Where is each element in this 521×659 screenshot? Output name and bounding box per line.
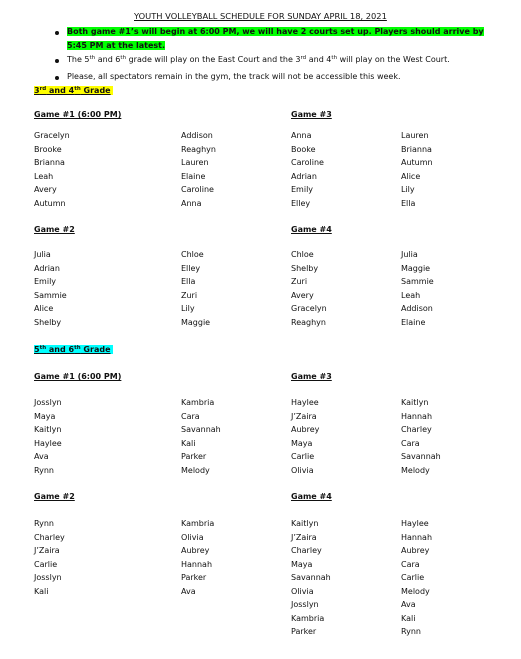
player-name: Kaitlyn (34, 425, 62, 434)
player-name: Hannah (401, 411, 433, 421)
notice-arrival (67, 41, 165, 51)
player-name: Booke (291, 144, 316, 154)
ordinal-suffix: th (120, 55, 127, 61)
team-list-right (181, 396, 221, 477)
team-list-left (291, 248, 327, 329)
game-heading: Game #1 (6:00 PM) (34, 372, 122, 381)
notice-start-time (67, 27, 484, 37)
player-name: Haylee (401, 519, 429, 528)
page-title: YOUTH VOLLEYBALL SCHEDULE FOR SUNDAY APRIL 18, 2021 (134, 11, 387, 21)
player-name: Ava (401, 600, 416, 609)
player-name: Reaghyn (291, 317, 326, 327)
player-name: Haylee (291, 398, 319, 407)
bullet-marker (55, 31, 59, 35)
player-name: Kali (181, 438, 196, 448)
player-name: Alice (34, 304, 54, 313)
player-name: J’Zaira (34, 546, 60, 555)
player-name: Maya (34, 411, 56, 421)
player-name: Maggie (181, 317, 211, 327)
text: The 5 (67, 55, 90, 64)
player-name: Avery (291, 290, 314, 300)
player-name: Leah (401, 290, 421, 300)
player-name: Brooke (34, 144, 62, 154)
player-name: Shelby (34, 317, 62, 327)
player-name: Aubrey (401, 546, 430, 555)
player-name: Addison (181, 131, 213, 140)
text: and 6 (46, 345, 75, 354)
player-name: Parker (181, 573, 207, 582)
team-list-right (401, 129, 433, 210)
player-name: Elley (181, 263, 201, 273)
player-name: Josslyn (34, 398, 62, 407)
player-name: Kali (401, 613, 416, 623)
player-name: J’Zaira (291, 532, 317, 542)
notice-start-time-line1: Both game #1’s will begin at 6:00 PM, we will have 2 courts set up. Players should arrive by (67, 27, 484, 36)
player-name: Caroline (291, 158, 324, 167)
player-name: Ella (401, 198, 416, 208)
ordinal-suffix: th (74, 86, 81, 92)
player-name: Cara (401, 438, 420, 448)
text: Grade (80, 86, 111, 95)
team-list-right (181, 129, 216, 210)
player-name: Autumn (34, 198, 66, 208)
player-name: Brianna (401, 144, 432, 154)
notice-spectators: Please, all spectators remain in the gym, the track will not be accessible this week. (67, 72, 401, 81)
section-heading-5th-6th (34, 345, 113, 355)
player-name: Shelby (291, 263, 319, 273)
player-name: Kambria (181, 398, 215, 407)
player-name: Parker (181, 452, 207, 461)
player-name: Maggie (401, 263, 431, 273)
text: 5 (34, 345, 40, 354)
player-name: Melody (181, 465, 210, 475)
player-name: Aubrey (181, 546, 210, 555)
bullet-marker (55, 59, 59, 63)
player-name: Elaine (401, 317, 426, 327)
team-list-right (401, 248, 434, 329)
player-name: Josslyn (34, 573, 62, 582)
team-list-left (34, 396, 62, 477)
team-list-left (291, 129, 324, 210)
player-name: Addison (401, 304, 433, 313)
grade-label (34, 345, 113, 354)
player-name: Melody (401, 586, 430, 596)
player-name: Carlie (34, 559, 58, 569)
player-name: Leah (34, 171, 54, 181)
team-list-right (401, 517, 432, 639)
ordinal-suffix: th (74, 345, 81, 351)
player-name: Adrian (291, 171, 317, 181)
player-name: Cara (401, 559, 420, 569)
player-name: Hannah (181, 559, 213, 569)
ordinal-suffix: th (39, 345, 47, 351)
player-name: Brianna (34, 158, 65, 167)
player-name: Ava (34, 452, 49, 461)
player-name: Anna (181, 198, 202, 208)
player-name: Parker (291, 627, 317, 636)
player-name: Aubrey (291, 425, 320, 434)
player-name: Emily (291, 185, 314, 194)
player-name: Sammie (34, 290, 67, 300)
grade-label (34, 86, 113, 95)
game-heading: Game #3 (291, 110, 332, 119)
player-name: Lily (181, 304, 195, 313)
player-name: Gracelyn (34, 131, 70, 140)
player-name: Kaitlyn (401, 398, 429, 407)
player-name: Julia (401, 250, 418, 259)
player-name: Alice (401, 171, 421, 181)
player-name: Kambria (181, 519, 215, 528)
player-name: Caroline (181, 185, 214, 194)
player-name: Cara (181, 411, 200, 421)
player-name: Lily (401, 185, 415, 194)
player-name: Julia (34, 250, 51, 259)
player-name: Rynn (34, 519, 54, 528)
player-name: Josslyn (291, 600, 319, 609)
player-name: Maya (291, 559, 313, 569)
player-name: Charley (291, 546, 322, 555)
team-list-right (181, 517, 214, 598)
ordinal-suffix: th (89, 55, 96, 61)
team-list-left (34, 248, 67, 329)
player-name: Autumn (401, 158, 433, 167)
player-name: Hannah (401, 532, 433, 542)
player-name: Lauren (401, 131, 429, 140)
player-name: Charley (401, 425, 432, 434)
player-name: Reaghyn (181, 144, 216, 154)
player-name: Olivia (181, 532, 204, 542)
ordinal-suffix: th (331, 55, 338, 61)
bullet-marker (55, 76, 59, 80)
team-list-right (401, 396, 441, 477)
player-name: Savannah (181, 425, 221, 434)
player-name: Savannah (401, 452, 441, 461)
team-list-left (34, 517, 65, 598)
player-name: Olivia (291, 586, 314, 596)
text: grade will play on the East Court and the 3 (126, 55, 301, 64)
text: and 6 (95, 55, 121, 64)
game-heading: Game #2 (34, 492, 75, 501)
player-name: Rynn (401, 627, 421, 636)
game-heading: Game #2 (34, 225, 75, 234)
player-name: Adrian (34, 263, 60, 273)
player-name: Savannah (291, 573, 331, 582)
player-name: Gracelyn (291, 304, 327, 313)
player-name: Maya (291, 438, 313, 448)
team-list-left (291, 396, 319, 477)
player-name: Ava (181, 586, 196, 596)
ordinal-suffix: rd (300, 55, 307, 61)
section-heading-3rd-4th (34, 86, 113, 96)
game-heading: Game #4 (291, 492, 332, 501)
player-name: Kaitlyn (291, 519, 319, 528)
player-name: Elaine (181, 171, 206, 181)
text: and 4 (46, 86, 75, 95)
player-name: Emily (34, 277, 57, 286)
player-name: Haylee (34, 438, 62, 448)
team-list-left (291, 517, 331, 639)
player-name: Ella (181, 277, 196, 286)
player-name: Rynn (34, 465, 54, 475)
player-name: Carlie (401, 573, 425, 582)
player-name: Charley (34, 532, 65, 542)
team-list-left (34, 129, 70, 210)
player-name: Avery (34, 185, 57, 194)
team-list-right (181, 248, 210, 329)
player-name: Carlie (291, 452, 315, 461)
player-name: Anna (291, 131, 312, 140)
player-name: Zuri (291, 277, 308, 286)
text: 3 (34, 86, 40, 95)
player-name: Elley (291, 198, 311, 208)
text: will play on the West Court. (337, 55, 450, 64)
player-name: Melody (401, 465, 430, 475)
player-name: Zuri (181, 290, 198, 300)
player-name: Olivia (291, 465, 314, 475)
player-name: Kali (34, 586, 49, 596)
player-name: Sammie (401, 277, 434, 286)
text: Grade (80, 345, 111, 354)
player-name: Chloe (181, 250, 204, 259)
player-name: Chloe (291, 250, 314, 259)
player-name: J’Zaira (291, 411, 317, 421)
player-name: Lauren (181, 158, 209, 167)
game-heading: Game #3 (291, 372, 332, 381)
game-heading: Game #1 (6:00 PM) (34, 110, 122, 119)
notice-start-time-line2: 5:45 PM at the latest. (67, 41, 166, 50)
text: and 4 (306, 55, 332, 64)
player-name: Kambria (291, 613, 325, 623)
game-heading: Game #4 (291, 225, 332, 234)
ordinal-suffix: rd (39, 86, 47, 92)
notice-courts (67, 55, 450, 65)
